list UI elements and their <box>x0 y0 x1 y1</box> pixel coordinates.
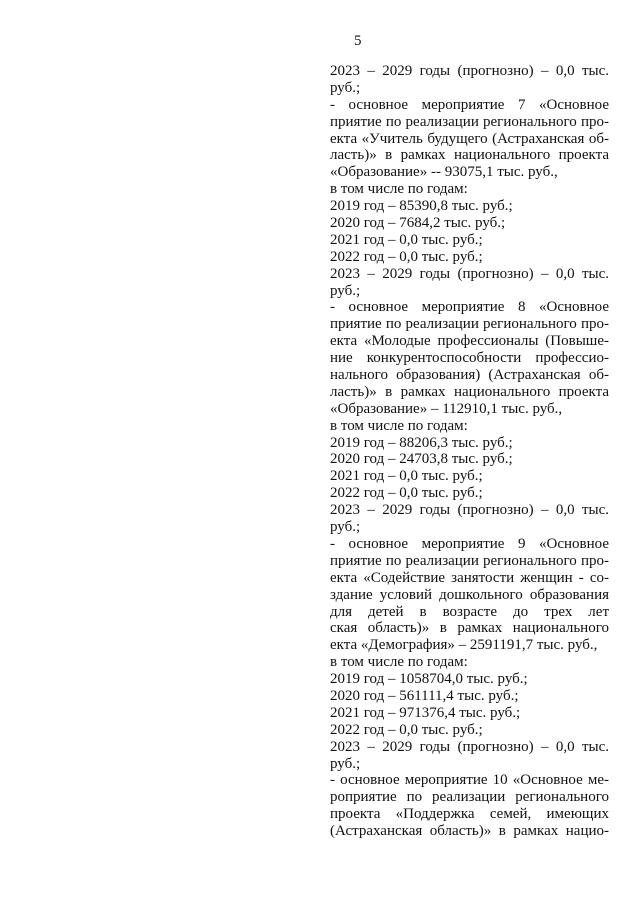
text-line: екта «Учитель будущего (Астраханская об- <box>330 130 609 147</box>
text-line: - основное мероприятие 9 «Основное <box>330 535 609 552</box>
text-line: 2019 год – 85390,8 тыс. руб.; <box>330 198 513 215</box>
text-line: 2022 год – 0,0 тыс. руб.; <box>330 485 483 502</box>
text-line: ласть)» в рамках национального проекта <box>330 383 609 400</box>
text-line: 2019 год – 88206,3 тыс. руб.; <box>330 434 513 451</box>
text-line: 2020 год – 7684,2 тыс. руб.; <box>330 215 506 232</box>
text-line: «Образование» – 112910,1 тыс. руб., <box>330 400 563 417</box>
text-line: руб.; <box>330 519 361 536</box>
text-line: ская область)» в рамках национального <box>330 620 609 637</box>
text-line: для детей в возрасте до трех лет <box>330 603 609 620</box>
text-line: роприятие по реализации регионального <box>330 789 609 806</box>
text-line: екта «Демография» – 2591191,7 тыс. руб., <box>330 637 598 654</box>
text-line: в том числе по годам: <box>330 654 468 671</box>
text-line: - основное мероприятие 7 «Основное <box>330 96 609 113</box>
text-line: - основное мероприятие 8 «Основное <box>330 299 609 316</box>
text-line: 2021 год – 0,0 тыс. руб.; <box>330 231 483 248</box>
text-line: приятие по реализации регионального про- <box>330 552 609 569</box>
text-line: в том числе по годам: <box>330 181 468 198</box>
text-line: нального образования) (Астраханская об- <box>330 367 609 384</box>
text-line: ласть)» в рамках национального проекта <box>330 147 609 164</box>
text-line: здание условий дошкольного образования <box>330 586 609 603</box>
text-line: ние конкурентоспособности профессио- <box>330 350 609 367</box>
text-line: руб.; <box>330 755 361 772</box>
text-line: екта «Содействие занятости женщин - со- <box>330 569 609 586</box>
text-line: «Образование» -- 93075,1 тыс. руб., <box>330 164 558 181</box>
text-line: приятие по реализации регионального про- <box>330 316 609 333</box>
text-line: 2021 год – 971376,4 тыс. руб.; <box>330 704 521 721</box>
text-line: приятие по реализации регионального про- <box>330 113 609 130</box>
text-line: руб.; <box>330 282 361 299</box>
document-text-column <box>330 63 609 840</box>
text-line: руб.; <box>330 79 361 96</box>
text-line: - основное мероприятие 10 «Основное ме- <box>330 772 609 789</box>
text-line: 2019 год – 1058704,0 тыс. руб.; <box>330 671 528 688</box>
text-line: 2023 – 2029 годы (прогнозно) – 0,0 тыс. <box>330 265 609 282</box>
text-line: 2020 год – 561111,4 тыс. руб.; <box>330 687 519 704</box>
text-line: 2020 год – 24703,8 тыс. руб.; <box>330 451 513 468</box>
text-line: 2023 – 2029 годы (прогнозно) – 0,0 тыс. <box>330 502 609 519</box>
text-line: проекта «Поддержка семей, имеющих <box>330 806 609 823</box>
page-number: 5 <box>354 33 362 49</box>
text-line: 2021 год – 0,0 тыс. руб.; <box>330 468 483 485</box>
text-line: 2022 год – 0,0 тыс. руб.; <box>330 248 483 265</box>
text-line: екта «Молодые профессионалы (Повыше- <box>330 333 609 350</box>
text-line: (Астраханская область)» в рамках нацио- <box>330 823 609 840</box>
text-line: 2022 год – 0,0 тыс. руб.; <box>330 721 483 738</box>
text-line: в том числе по годам: <box>330 417 468 434</box>
text-line: 2023 – 2029 годы (прогнозно) – 0,0 тыс. <box>330 738 609 755</box>
text-line: 2023 – 2029 годы (прогнозно) – 0,0 тыс. <box>330 63 609 79</box>
